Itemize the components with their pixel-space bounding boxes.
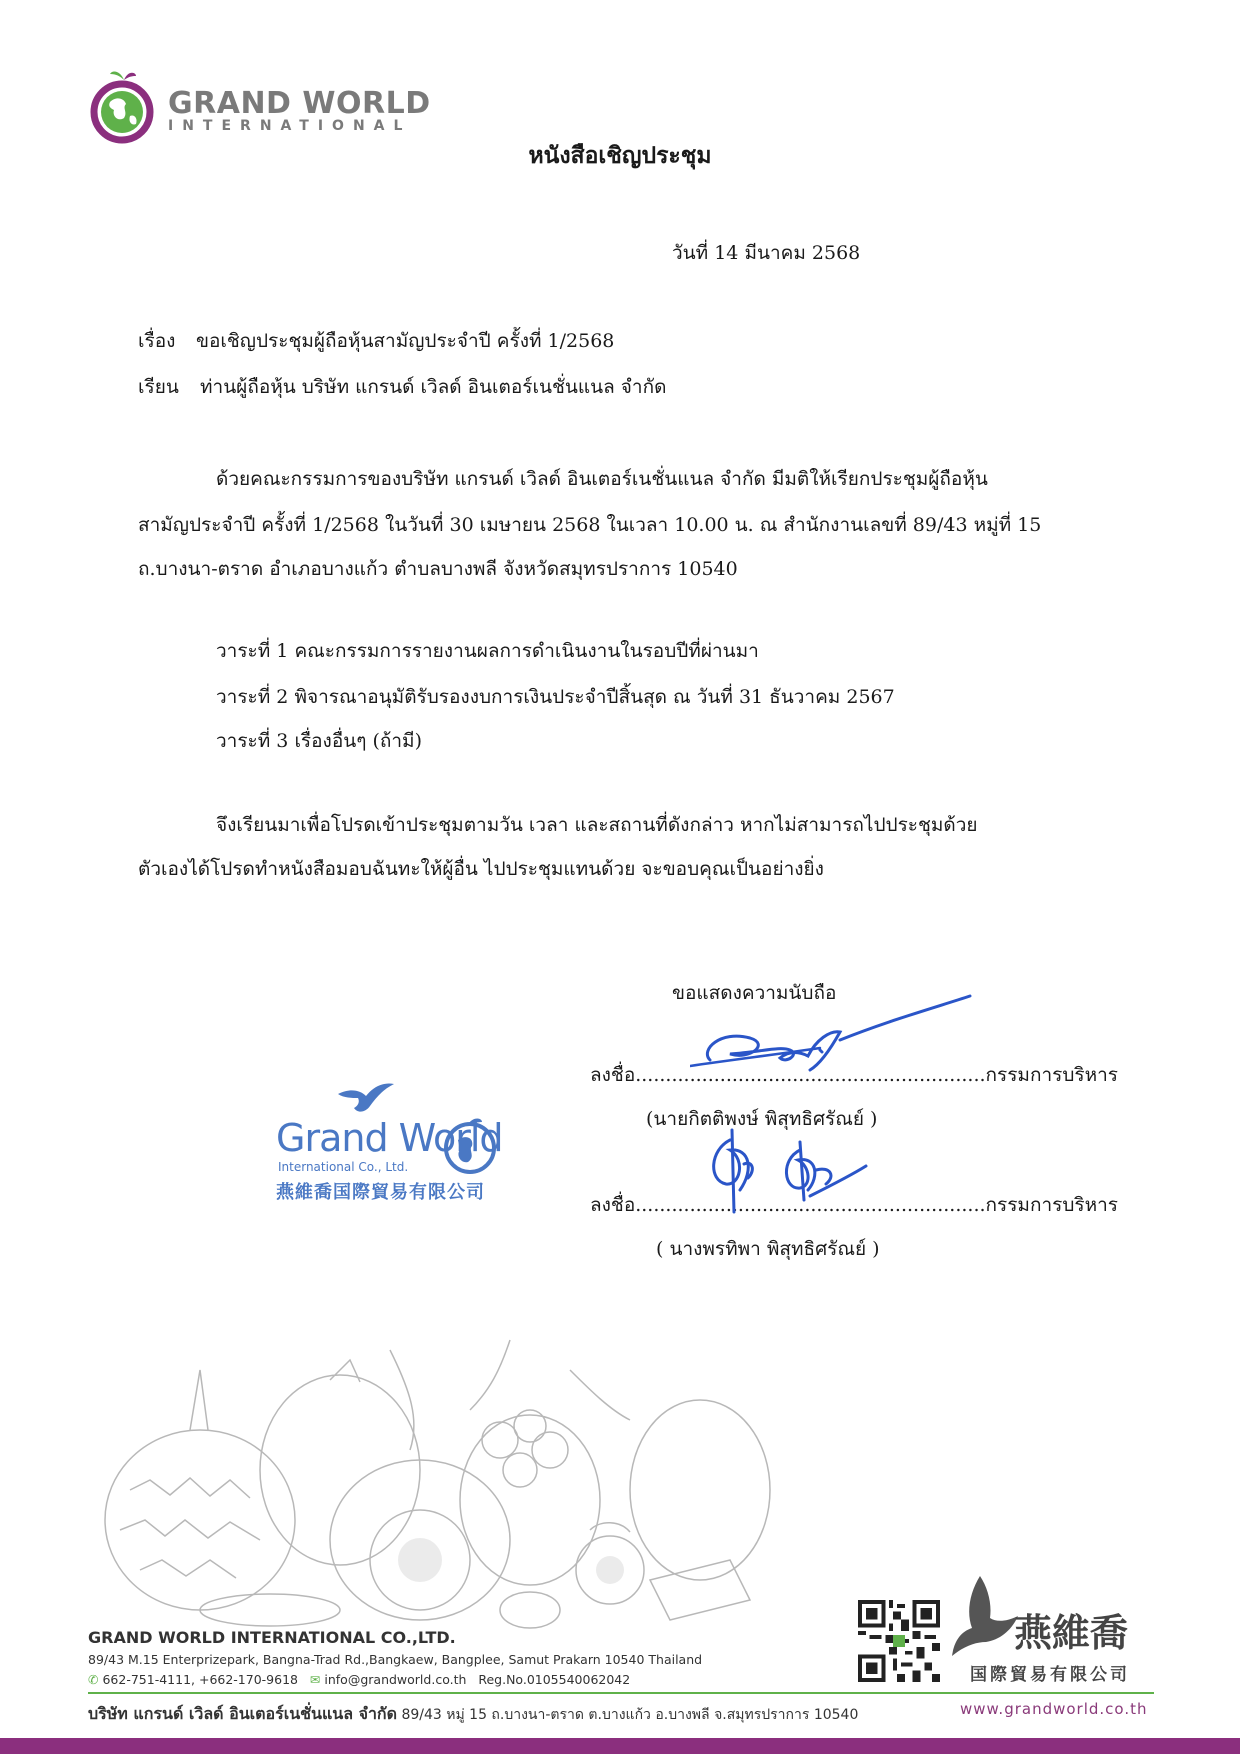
body-line: สามัญประจำปี ครั้งที่ 1/2568 ในวันที่ 30 เมษายน 2568 ในเวลา 10.00 น. ณ สำนักงานเลขที่ 89/43 หมู่ที่ 15 xyxy=(138,514,1042,536)
phone-icon: ✆ xyxy=(88,1672,99,1687)
signature-scribble-1 xyxy=(690,990,980,1090)
footer-company-name: GRAND WORLD INTERNATIONAL CO.,LTD. xyxy=(88,1628,456,1647)
signature-scribble-2 xyxy=(700,1120,880,1220)
footer-reg-number: Reg.No.0105540062042 xyxy=(478,1672,631,1687)
letter-date: วันที่ 14 มีนาคม 2568 xyxy=(672,242,861,264)
swallow-bird-icon xyxy=(950,1572,1020,1662)
recipient-label: เรียน xyxy=(138,376,179,398)
swallow-bird-icon xyxy=(336,1080,396,1116)
email-icon: ✉ xyxy=(309,1672,321,1687)
footer-color-bar xyxy=(0,1738,1240,1754)
footer-email[interactable]: info@grandworld.co.th xyxy=(324,1672,467,1687)
stamp-company-sub: International Co., Ltd. xyxy=(278,1160,409,1174)
signatory-name-1: (นายกิตติพงษ์ พิสุทธิศรัณย์ ) xyxy=(646,1108,878,1130)
agenda-item: วาระที่ 1 คณะกรรมการรายงานผลการดำเนินงานในรอบปีที่ผ่านมา xyxy=(216,640,759,662)
signature-line-1: ลงชื่อ..........................................................กรรมการบริหาร xyxy=(590,1064,1119,1086)
yan-wei-qiao-logo xyxy=(950,1572,1160,1685)
stamp-company-name: Grand World xyxy=(276,1116,503,1160)
footer-website-link[interactable]: www.grandworld.co.th xyxy=(960,1700,1148,1718)
footer-contact xyxy=(88,1672,630,1687)
qr-code-icon[interactable] xyxy=(858,1600,940,1682)
body-line: ถ.บางนา-ตราด อำเภอบางแก้ว ตำบลบางพลี จังหวัดสมุทรปราการ 10540 xyxy=(138,558,738,580)
grand-world-logo-icon xyxy=(90,66,154,146)
subject-label: เรื่อง xyxy=(138,330,176,352)
fruit-illustration xyxy=(90,1330,790,1630)
footer-thai-company: บริษัท แกรนด์ เวิลด์ อินเตอร์เนชั่นแนล จำกัด xyxy=(88,1704,397,1723)
footer-phone[interactable]: 662-751-4111, +662-170-9618 xyxy=(102,1672,298,1687)
body-line: ด้วยคณะกรรมการของบริษัท แกรนด์ เวิลด์ อินเตอร์เนชั่นแนล จำกัด มีมติให้เรียกประชุมผู้ถือหุ้น xyxy=(216,468,988,490)
yan-chinese-subtitle: 国際貿易有限公司 xyxy=(970,1665,1130,1685)
footer-thai-address: 89/43 หมู่ 15 ถ.บางนา-ตราด ต.บางแก้ว อ.บางพลี จ.สมุทรปราการ 10540 xyxy=(401,1707,859,1723)
brand-subtitle: INTERNATIONAL xyxy=(168,118,412,134)
signature-line-2: ลงชื่อ..........................................................กรรมการบริหาร xyxy=(590,1194,1119,1216)
brand-name: GRAND WORLD xyxy=(168,86,431,121)
closing-line: จึงเรียนมาเพื่อโปรดเข้าประชุมตามวัน เวลา และสถานที่ดังกล่าว หากไม่สามารถไปประชุมด้วย xyxy=(216,814,978,836)
recipient-text: ท่านผู้ถือหุ้น บริษัท แกรนด์ เวิลด์ อินเตอร์เนชั่นแนล จำกัด xyxy=(200,376,667,398)
subject-text: ขอเชิญประชุมผู้ถือหุ้นสามัญประจำปี ครั้งที่ 1/2568 xyxy=(196,330,615,352)
yan-chinese-name: 燕維喬 xyxy=(1014,1611,1129,1655)
agenda-item: วาระที่ 3 เรื่องอื่นๆ (ถ้ามี) xyxy=(216,730,422,752)
footer-thai-line xyxy=(88,1702,858,1727)
document-title: หนังสือเชิญประชุม xyxy=(528,142,712,169)
signatory-name-2: ( นางพรทิพา พิสุทธิศรัณย์ ) xyxy=(656,1238,880,1260)
regards: ขอแสดงความนับถือ xyxy=(672,982,837,1004)
company-stamp xyxy=(270,1080,540,1210)
footer-divider xyxy=(88,1692,1154,1694)
agenda-item: วาระที่ 2 พิจารณาอนุมัติรับรองงบการเงินประจำปีสิ้นสุด ณ วันที่ 31 ธันวาคม 2567 xyxy=(216,686,895,708)
footer-address: 89/43 M.15 Enterprizepark, Bangna-Trad Rd.,Bangkaew, Bangplee, Samut Prakarn 10540 Thailand xyxy=(88,1652,703,1667)
stamp-chinese-name: 燕維喬国際貿易有限公司 xyxy=(276,1182,485,1203)
closing-line: ตัวเองได้โปรดทำหนังสือมอบฉันทะให้ผู้อื่น ไปประชุมแทนด้วย จะขอบคุณเป็นอย่างยิ่ง xyxy=(138,858,824,880)
